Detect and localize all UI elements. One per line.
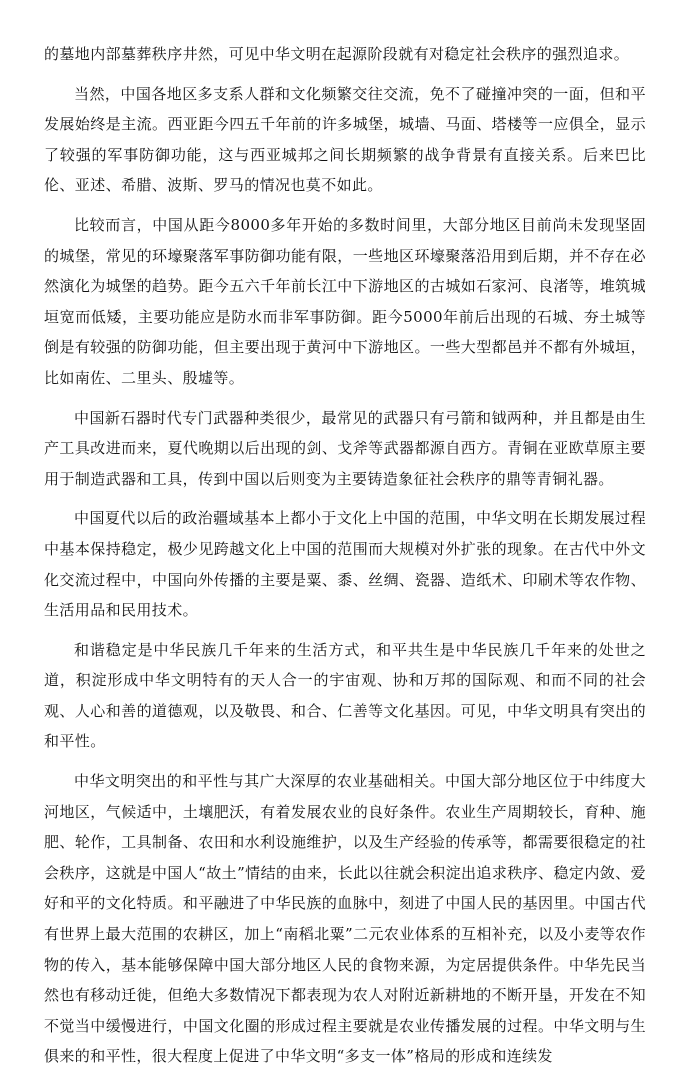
paragraph-7: 中华文明突出的和平性与其广大深厚的农业基础相关。中国大部分地区位于中纬度大河地区，气候适中，土壤肥沃，有着发展农业的良好条件。农业生产周期较长，育种、施肥、轮作，工具制备、农田和水利设施维护，以及生产经验的传承等，都需要很稳定的社会秩序，这就是中国人“故土”情结的由来，长此以往就会积淀出追求秩序、稳定内敛、爱好和平的文化特质。和平融进了中华民族的血脉中，刻进了中国人民的基因里。中国古代有世界上最大范围的农耕区，加上“南稻北粟”二元农业体系的互相补充，以及小麦等农作物的传入，基本能够保障中国大部分地区人民的食物来源，为定居提供条件。中华先民当然也有移动迁徙，但绝大多数情况下都表现为农人对附近新耕地的不断开垦，开发在不知不觉当中缓慢进行，中国文化圈的形成过程主要就是农业传播发展的过程。中华文明与生俱来的和平性，很大程度上促进了中华文明“多支一体”格局的形成和连续发 [44, 772, 646, 1066]
paragraph-5: 中国夏代以后的政治疆域基本上都小于文化上中国的范围，中华文明在长期发展过程中基本保持稳定，极少见跨越文化上中国的范围而大规模对外扩张的现象。在古代中外文化交流过程中，中国向外传播的主要是粟、黍、丝绸、瓷器、造纸术、印刷术等农作物、生活用品和民用技术。 [44, 509, 646, 620]
paragraph-2: 当然，中国各地区多支系人群和文化频繁交往交流，免不了碰撞冲突的一面，但和平发展始终是主流。西亚距今四五千年前的许多城堡，城墙、马面、塔楼等一应俱全，显示了较强的军事防御功能，这与西亚城邦之间长期频繁的战争背景有直接关系。后来巴比伦、亚述、希腊、波斯、罗马的情况也莫不如此。 [44, 84, 646, 195]
paragraph-3: 比较而言，中国从距今8000多年开始的多数时间里，大部分地区目前尚未发现坚固的城堡，常见的环壕聚落军事防御功能有限，一些地区环壕聚落沿用到后期，并不存在必然演化为城堡的趋势。距今五六千年前长江中下游地区的古城如石家河、良渚等，堆筑城垣宽而低矮，主要功能应是防水而非军事防御。距今5000年前后出现的石城、夯土城等倒是有较强的防御功能，但主要出现于黄河中下游地区。一些大型都邑并不都有外城垣，比如南佐、二里头、殷墟等。 [44, 215, 646, 387]
document-body [44, 39, 646, 1081]
paragraph-4: 中国新石器时代专门武器种类很少，最常见的武器只有弓箭和钺两种，并且都是由生产工具改进而来，夏代晚期以后出现的剑、戈斧等武器都源自西方。青铜在亚欧草原主要用于制造武器和工具，传到中国以后则变为主要铸造象征社会秩序的鼎等青铜礼器。 [44, 408, 646, 488]
paragraph-6: 和谐稳定是中华民族几千年来的生活方式，和平共生是中华民族几千年来的处世之道，积淀形成中华文明特有的天人合一的宇宙观、协和万邦的国际观、和而不同的社会观、人心和善的道德观，以及敬畏、和合、仁善等文化基因。可见，中华文明具有突出的和平性。 [44, 640, 646, 751]
paragraph-1: 的墓地内部墓葬秩序井然，可见中华文明在起源阶段就有对稳定社会秩序的强烈追求。 [44, 45, 630, 63]
